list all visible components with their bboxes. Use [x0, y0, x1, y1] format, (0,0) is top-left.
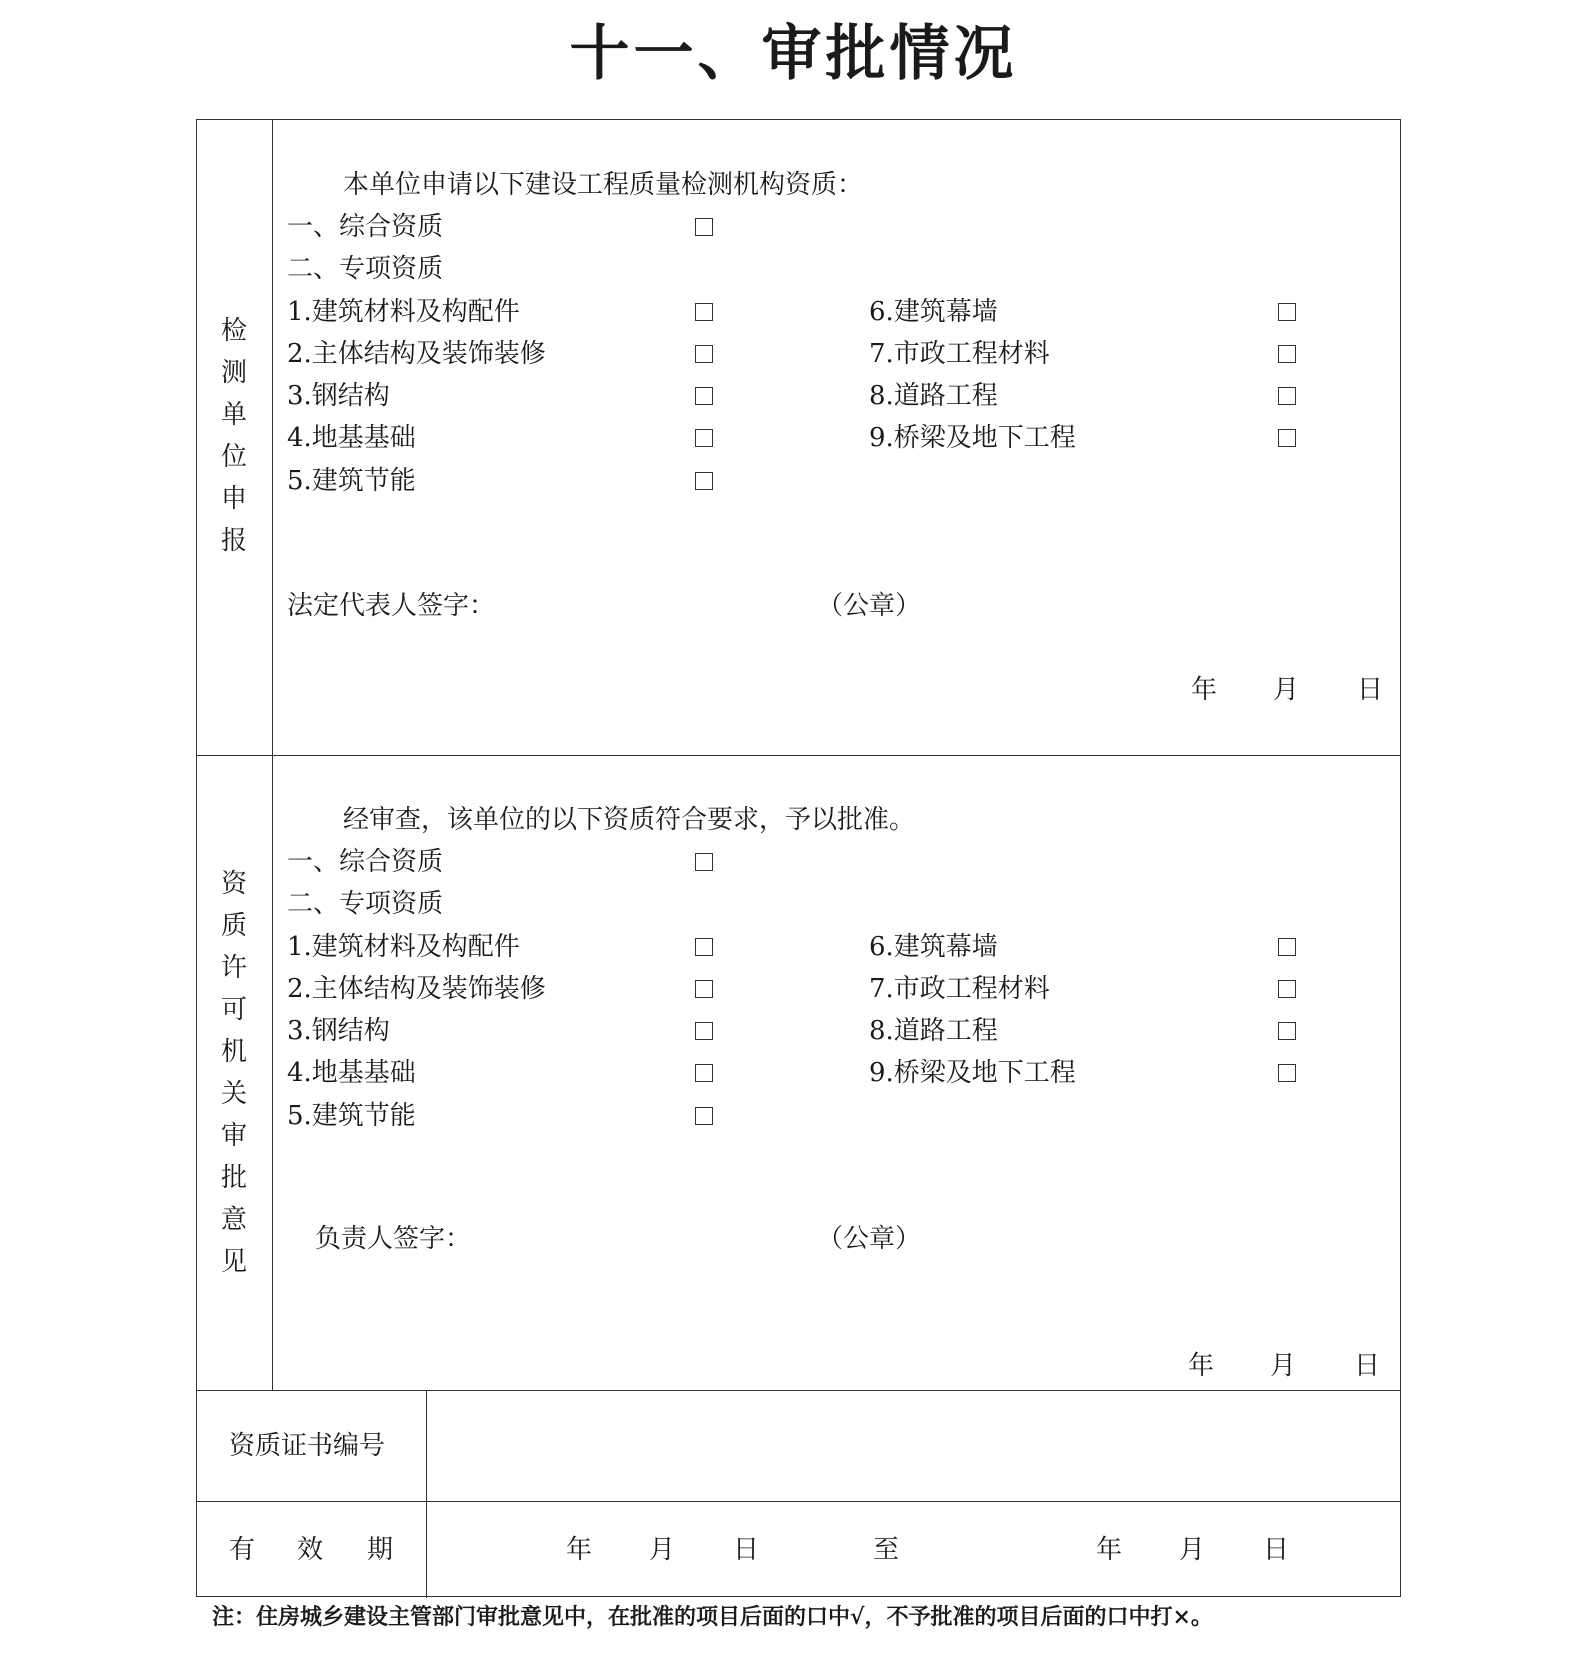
section1-item-8-checkbox[interactable]: [1278, 387, 1296, 405]
section1-item-7: 7.市政工程材料: [869, 339, 1050, 369]
section2-item-5-checkbox[interactable]: [695, 1107, 713, 1125]
section1-item-9-checkbox[interactable]: [1278, 429, 1296, 447]
section2-item-4-checkbox[interactable]: [695, 1064, 713, 1082]
section1-item-6-checkbox[interactable]: [1278, 303, 1296, 321]
section1-item-1-checkbox[interactable]: [695, 303, 713, 321]
certificate-number-label: 资质证书编号: [229, 1431, 386, 1461]
validity-start-month: 月: [649, 1535, 676, 1565]
section1-item-2: 2.主体结构及装饰装修: [287, 339, 546, 369]
section2-item-5: 5.建筑节能: [287, 1101, 416, 1131]
bottom-label-divider: [426, 1390, 427, 1598]
section2-item-3-checkbox[interactable]: [695, 1022, 713, 1040]
section1-label: 检测单位申报: [220, 316, 247, 556]
row-divider-2: [197, 1390, 1400, 1391]
section2-item-2: 2.主体结构及装饰装修: [287, 974, 546, 1004]
validity-end-month: 月: [1179, 1535, 1206, 1565]
validity-start-year: 年: [566, 1535, 593, 1565]
section1-item-4: 4.地基基础: [287, 423, 416, 453]
section1-date-day: 日: [1357, 675, 1384, 705]
certificate-number-field[interactable]: [447, 1429, 1377, 1463]
section1-intro: 本单位申请以下建设工程质量检测机构资质：: [343, 170, 864, 200]
section1-item-7-checkbox[interactable]: [1278, 345, 1296, 363]
row-divider-1: [197, 755, 1400, 756]
section2-date-year: 年: [1188, 1351, 1215, 1381]
section1-item-1: 1.建筑材料及构配件: [287, 297, 520, 327]
section2-item-6: 6.建筑幕墙: [869, 932, 998, 962]
validity-end-day: 日: [1263, 1535, 1290, 1565]
validity-to: 至: [873, 1535, 900, 1565]
section1-item-9: 9.桥梁及地下工程: [869, 423, 1076, 453]
section2-item-8-checkbox[interactable]: [1278, 1022, 1296, 1040]
section2-comprehensive-checkbox[interactable]: [695, 853, 713, 871]
validity-label-3: 期: [367, 1535, 394, 1565]
section2-item-9-checkbox[interactable]: [1278, 1064, 1296, 1082]
section2-intro: 经审查，该单位的以下资质符合要求，予以批准。: [343, 805, 916, 835]
section2-special-label: 二、专项资质: [287, 889, 444, 919]
section2-item-2-checkbox[interactable]: [695, 980, 713, 998]
section1-item-3: 3.钢结构: [287, 381, 390, 411]
section2-item-1-checkbox[interactable]: [695, 938, 713, 956]
section1-item-3-checkbox[interactable]: [695, 387, 713, 405]
validity-label-1: 有: [229, 1535, 256, 1565]
section2-seal: （公章）: [817, 1224, 922, 1254]
section2-item-1: 1.建筑材料及构配件: [287, 932, 520, 962]
validity-end-year: 年: [1096, 1535, 1123, 1565]
footnote: 注：住房城乡建设主管部门审批意见中，在批准的项目后面的口中√，不予批准的项目后面的口中打×。: [212, 1604, 1213, 1630]
section1-comprehensive-checkbox[interactable]: [695, 218, 713, 236]
section1-comprehensive-label: 一、综合资质: [287, 212, 444, 242]
section2-item-7-checkbox[interactable]: [1278, 980, 1296, 998]
section1-item-6: 6.建筑幕墙: [869, 297, 998, 327]
label-column-divider: [272, 120, 273, 1390]
section2-signature-label: 负责人签字：: [315, 1224, 472, 1254]
page-title: 十一、审批情况: [569, 19, 1018, 89]
section2-label: 资质许可机关审批意见: [220, 869, 247, 1277]
section1-item-5-checkbox[interactable]: [695, 472, 713, 490]
section1-item-8: 8.道路工程: [869, 381, 998, 411]
section1-item-5: 5.建筑节能: [287, 466, 416, 496]
section2-item-3: 3.钢结构: [287, 1016, 390, 1046]
section2-date-day: 日: [1354, 1351, 1381, 1381]
section2-item-6-checkbox[interactable]: [1278, 938, 1296, 956]
section2-item-7: 7.市政工程材料: [869, 974, 1050, 1004]
section1-item-4-checkbox[interactable]: [695, 429, 713, 447]
section1-signature-label: 法定代表人签字：: [287, 591, 496, 621]
validity-label-2: 效: [297, 1535, 324, 1565]
section1-item-2-checkbox[interactable]: [695, 345, 713, 363]
section2-item-8: 8.道路工程: [869, 1016, 998, 1046]
section2-date-month: 月: [1270, 1351, 1297, 1381]
approval-form-table: [196, 119, 1401, 1597]
row-divider-3: [197, 1501, 1400, 1502]
section2-item-4: 4.地基基础: [287, 1058, 416, 1088]
section1-seal: （公章）: [817, 591, 922, 621]
section1-date-year: 年: [1191, 675, 1218, 705]
section2-item-9: 9.桥梁及地下工程: [869, 1058, 1076, 1088]
section1-special-label: 二、专项资质: [287, 254, 444, 284]
section2-comprehensive-label: 一、综合资质: [287, 847, 444, 877]
validity-start-day: 日: [733, 1535, 760, 1565]
section1-date-month: 月: [1273, 675, 1300, 705]
